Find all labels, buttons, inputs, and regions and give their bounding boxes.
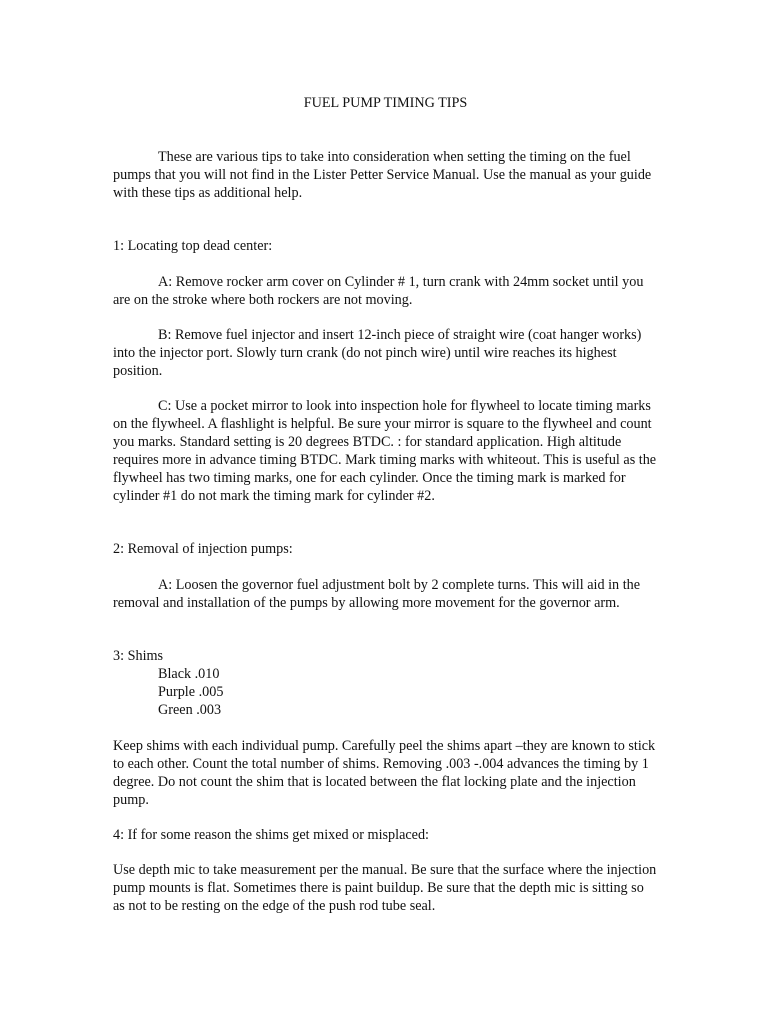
document-page	[113, 0, 658, 1024]
shim-black: Black .010	[158, 666, 220, 682]
section-3-note: Keep shims with each individual pump. Carefully peel the shims apart –they are known to stick to each other. Count the total number of shims. Removing .003 -.004 advances the timing by 1 degree. Do not count the shim that is located between the flat locking plate and the injection pump.	[113, 738, 656, 808]
section-3-heading: 3: Shims	[113, 648, 164, 664]
section-1-step-c: C: Use a pocket mirror to look into inspection hole for flywheel to locate timing marks on the flywheel. A flashlight is helpful. Be sure your mirror is square to the flywheel and count you marks. Standard setting is 20 degrees BTDC. : for standard application. High altitude requires more in advance timing BTDC. Mark timing marks with whiteout. This is useful as the flywheel has two timing marks, one for each cylinder. Once the timing mark is marked for cylinder #1 do not mark the timing mark for cylinder #2.	[113, 398, 657, 504]
section-4-heading: 4: If for some reason the shims get mixed or misplaced:	[113, 827, 429, 843]
section-1-step-b: B: Remove fuel injector and insert 12-inch piece of straight wire (coat hanger works) into the injector port. Slowly turn crank (do not pinch wire) until wire reaches its highest position.	[113, 327, 642, 379]
shim-purple: Purple .005	[158, 684, 224, 700]
shim-green: Green .003	[158, 702, 222, 718]
section-2-step-a: A: Loosen the governor fuel adjustment bolt by 2 complete turns. This will aid in the removal and installation of the pumps by allowing more movement for the governor arm.	[113, 577, 641, 611]
document-title: FUEL PUMP TIMING TIPS	[303, 95, 468, 111]
intro-paragraph: These are various tips to take into consideration when setting the timing on the fuel pumps that you will not find in the Lister Petter Service Manual. Use the manual as your guide with these tips as additional help.	[113, 149, 652, 201]
section-1-heading: 1: Locating top dead center:	[113, 238, 273, 254]
section-2-heading: 2: Removal of injection pumps:	[113, 541, 293, 557]
section-4-body: Use depth mic to take measurement per the manual. Be sure that the surface where the injection pump mounts is flat. Sometimes there is paint buildup. Be sure that the depth mic is sitting so as not to be resting on the edge of the push rod tube seal.	[113, 862, 657, 914]
section-1-step-a: A: Remove rocker arm cover on Cylinder # 1, turn crank with 24mm socket until you are on the stroke where both rockers are not moving.	[113, 274, 644, 308]
